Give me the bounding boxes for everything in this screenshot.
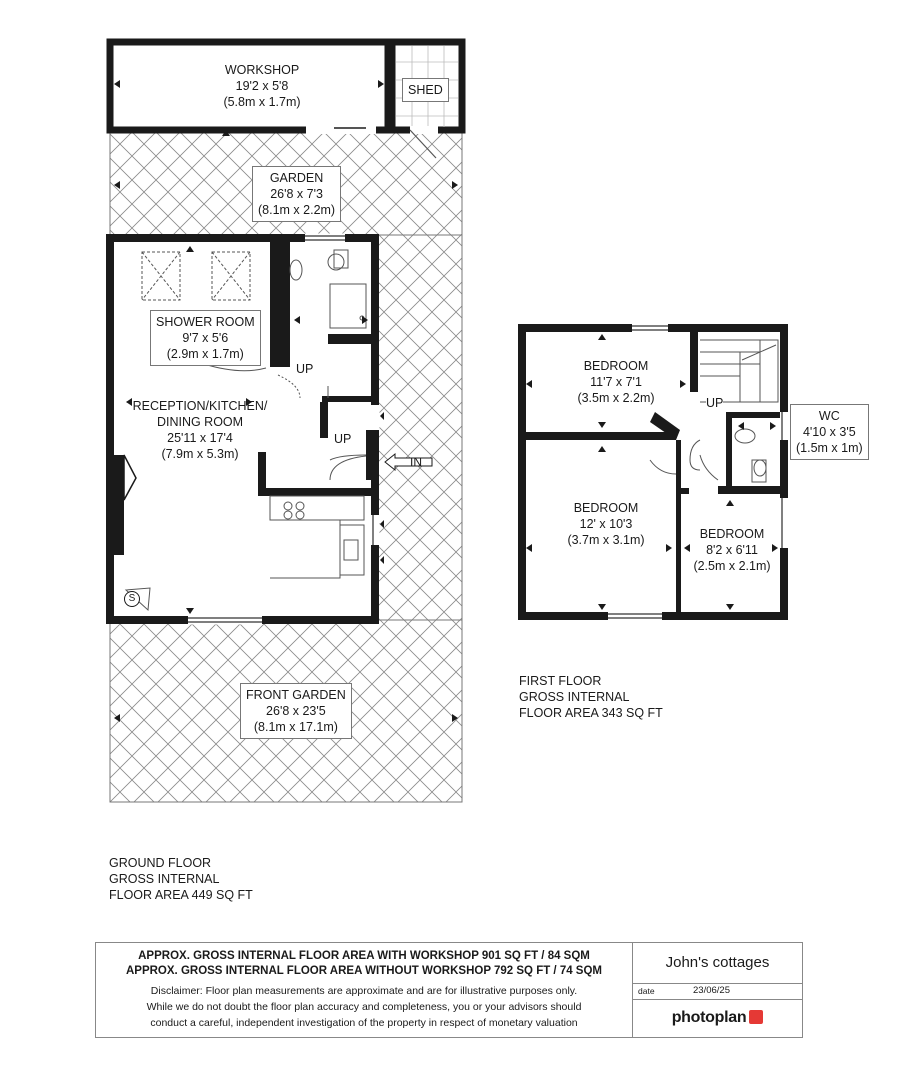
ground-floor-area	[109, 855, 253, 903]
label-workshop	[190, 62, 334, 110]
label-garden	[252, 166, 341, 222]
footer-disclaimer-block	[96, 943, 633, 1037]
reception-metric: (7.9m x 5.3m)	[161, 447, 239, 461]
bedroom3-imperial: 8'2 x 6'11	[706, 543, 758, 557]
area-with-workshop: APPROX. GROSS INTERNAL FLOOR AREA WITH WORKSHOP 901 SQ FT / 84 SQM	[138, 950, 590, 962]
entrance-in-label: IN	[410, 455, 422, 469]
bedroom3-name: BEDROOM	[699, 527, 765, 541]
s-symbol: S	[124, 591, 140, 607]
label-shower-room	[150, 310, 261, 366]
stairs-up-ground-2: UP	[334, 432, 352, 446]
area-without-workshop: APPROX. GROSS INTERNAL FLOOR AREA WITHOUT WORKSHOP 792 SQ FT / 74 SQM	[125, 965, 603, 977]
photoplan-logo-icon	[749, 1010, 763, 1024]
garden-imperial: 26'8 x 7'3	[270, 187, 323, 201]
first-floor-gross: GROSS INTERNAL	[519, 690, 630, 704]
reception-imperial: 25'11 x 17'4	[167, 431, 233, 445]
garden-name: GARDEN	[269, 171, 324, 185]
date-value: 23/06/25	[693, 985, 730, 996]
date-label: date	[638, 986, 655, 996]
workshop-metric: (5.8m x 1.7m)	[223, 95, 301, 109]
bedroom2-metric: (3.7m x 3.1m)	[567, 533, 645, 547]
front-garden-metric: (8.1m x 17.1m)	[253, 720, 338, 734]
first-floor-area	[519, 673, 663, 721]
label-front-garden	[240, 683, 352, 739]
label-reception	[120, 398, 280, 462]
bedroom3-metric: (2.5m x 2.1m)	[693, 559, 771, 573]
photoplan-logo	[633, 1001, 802, 1035]
workshop-name: WORKSHOP	[224, 63, 300, 77]
bedroom2-name: BEDROOM	[573, 501, 639, 515]
first-floor-sqft: FLOOR AREA 343 SQ FT	[519, 706, 663, 720]
bedroom1-imperial: 11'7 x 7'1	[590, 375, 642, 389]
disclaimer-line-1: Disclaimer: Floor plan measurements are approximate and are for illustrative purposes only.	[150, 985, 578, 997]
first-floor-title: FIRST FLOOR	[519, 674, 602, 688]
label-wc	[790, 404, 869, 460]
workshop-imperial: 19'2 x 5'8	[235, 79, 289, 93]
wc-imperial: 4'10 x 3'5	[802, 425, 856, 439]
front-garden-imperial: 26'8 x 23'5	[266, 704, 326, 718]
stairs-up-ground-1: UP	[296, 362, 314, 376]
ground-floor-sqft: FLOOR AREA 449 SQ FT	[109, 888, 253, 902]
date-row	[633, 983, 802, 1000]
reception-name-line2: DINING ROOM	[156, 415, 244, 429]
bedroom1-name: BEDROOM	[583, 359, 649, 373]
disclaimer-line-2: While we do not doubt the floor plan accuracy and completeness, you or your advisors should	[146, 1001, 582, 1013]
shower-room-metric: (2.9m x 1.7m)	[166, 347, 244, 361]
footer-info-block	[633, 943, 802, 1037]
bedroom2-imperial: 12' x 10'3	[579, 517, 633, 531]
front-garden-name: FRONT GARDEN	[246, 688, 346, 702]
label-shed	[402, 78, 449, 102]
stairs-up-first: UP	[706, 396, 724, 410]
wc-metric: (1.5m x 1m)	[796, 441, 863, 455]
shower-room-imperial: 9'7 x 5'6	[182, 331, 229, 345]
garden-metric: (8.1m x 2.2m)	[258, 203, 336, 217]
brand-name: photoplan	[671, 1009, 747, 1026]
ground-floor-title: GROUND FLOOR	[109, 856, 212, 870]
bedroom1-metric: (3.5m x 2.2m)	[577, 391, 655, 405]
property-name: John's cottages	[633, 943, 802, 984]
shed-name: SHED	[408, 83, 443, 97]
shower-room-name: SHOWER ROOM	[156, 315, 255, 329]
label-bedroom-2	[540, 500, 672, 548]
label-bedroom-1	[550, 358, 682, 406]
footer-panel	[95, 942, 803, 1038]
label-bedroom-3	[684, 526, 780, 574]
disclaimer-line-3: conduct a careful, independent investigation of the property in respect of monetary valuation	[150, 1017, 578, 1029]
wc-name: WC	[818, 409, 840, 423]
ground-floor-gross: GROSS INTERNAL	[109, 872, 220, 886]
reception-name-line1: RECEPTION/KITCHEN/	[132, 399, 268, 413]
